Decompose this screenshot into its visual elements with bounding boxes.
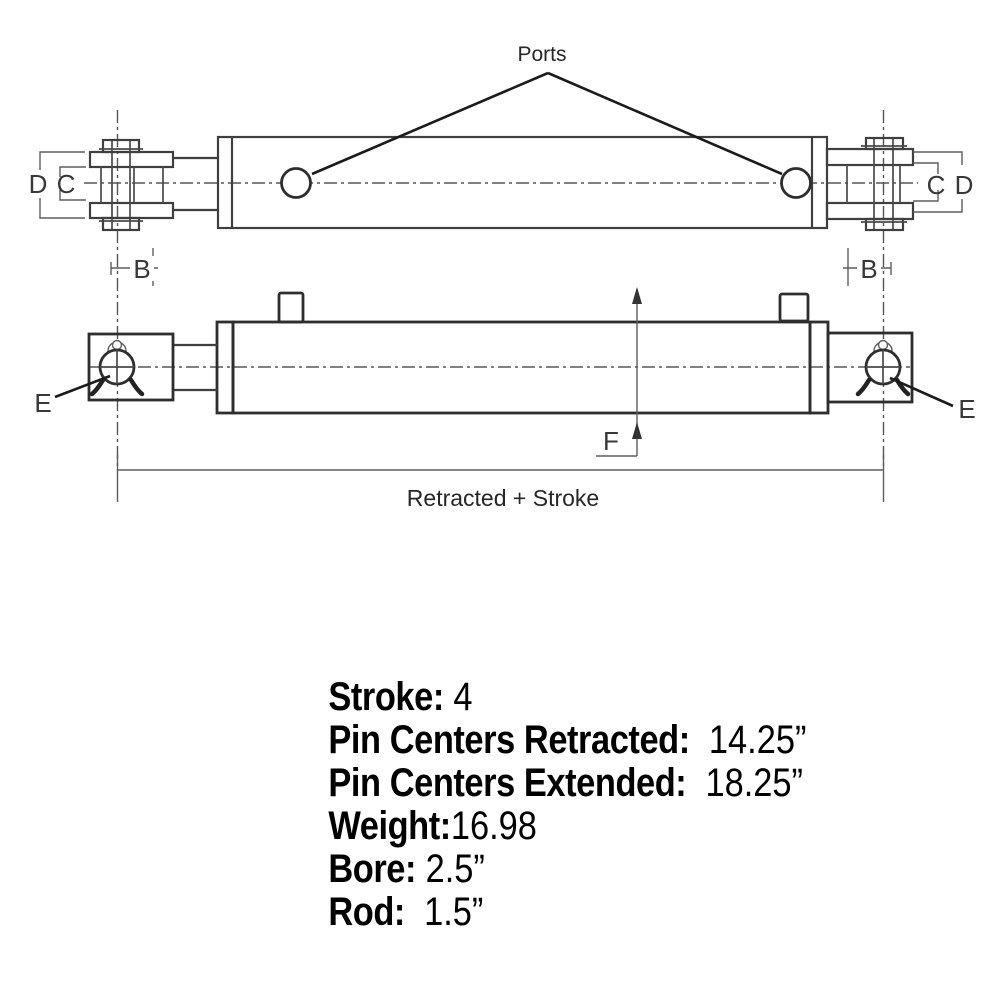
right-pin-bottom-nut (866, 219, 903, 230)
spec-label: Rod: (328, 890, 405, 934)
ports-leader-right (548, 73, 782, 174)
right-clevis-bottom-plate (827, 203, 913, 219)
spec-label: Weight: (328, 804, 451, 848)
dimension-brackets (40, 152, 962, 218)
spec-row-weight (271, 762, 806, 848)
spec-label: Pin Centers Extended: (328, 761, 687, 805)
retaining-clip-icon (858, 380, 869, 394)
spec-label: Pin Centers Retracted: (328, 718, 690, 762)
spec-row-bore (271, 805, 806, 891)
right-port-hole (782, 169, 811, 198)
left-clevis-bottom-plate (90, 203, 173, 218)
f-arrow-up-icon (632, 422, 642, 439)
spec-row-rod (271, 848, 806, 934)
left-clevis-top-view (90, 140, 173, 230)
left-clevis-top-plate (90, 152, 173, 167)
dim-label-e-left: E (34, 388, 52, 418)
retracted-stroke-label: Retracted + Stroke (406, 485, 600, 511)
dim-label-d-right: D (954, 170, 974, 200)
retaining-clip-icon (131, 380, 142, 394)
b-dimensions (111, 248, 891, 286)
dim-label-b-left: B (133, 254, 151, 284)
dim-label-b-right: B (860, 254, 878, 284)
left-port-boss (279, 293, 303, 322)
spec-value: 4 (443, 675, 473, 719)
left-e-leader (55, 376, 110, 397)
f-arrow-up-icon (632, 287, 642, 304)
spec-label: Stroke: (328, 675, 444, 719)
specs-block (271, 633, 894, 934)
left-pin-bottom-nut (103, 218, 139, 230)
right-port-boss (780, 294, 808, 321)
dim-label-c-left: C (56, 169, 76, 199)
spec-value: 14.25” (689, 718, 807, 762)
spec-value: 16.98 (450, 804, 537, 848)
left-pin-top-nut (103, 140, 139, 152)
spec-value: 1.5” (404, 890, 484, 934)
grease-zerk-icon (879, 341, 888, 350)
ports-leader-left (312, 73, 548, 174)
side-view (55, 287, 953, 502)
spec-value: 2.5” (416, 847, 485, 891)
dim-label-d-left: D (28, 169, 48, 199)
grease-zerk-icon (113, 341, 122, 350)
spec-label: Bore: (328, 847, 417, 891)
right-clevis-top-plate (827, 149, 913, 165)
left-port-hole (282, 169, 311, 198)
drawing-labels (27, 43, 976, 511)
spec-value: 18.25” (686, 761, 804, 805)
spec-row-pin-centers-extended (271, 719, 806, 805)
top-view (40, 73, 962, 286)
dim-label-f: F (603, 426, 619, 456)
ports-label: Ports (517, 43, 567, 66)
spec-row-stroke (271, 633, 806, 719)
right-clevis-top-view (827, 138, 913, 230)
dim-label-c-right: C (926, 170, 946, 200)
right-pin-top-nut (866, 138, 903, 149)
dim-label-e-right: E (958, 394, 976, 424)
spec-row-pin-centers-retracted (271, 676, 807, 762)
